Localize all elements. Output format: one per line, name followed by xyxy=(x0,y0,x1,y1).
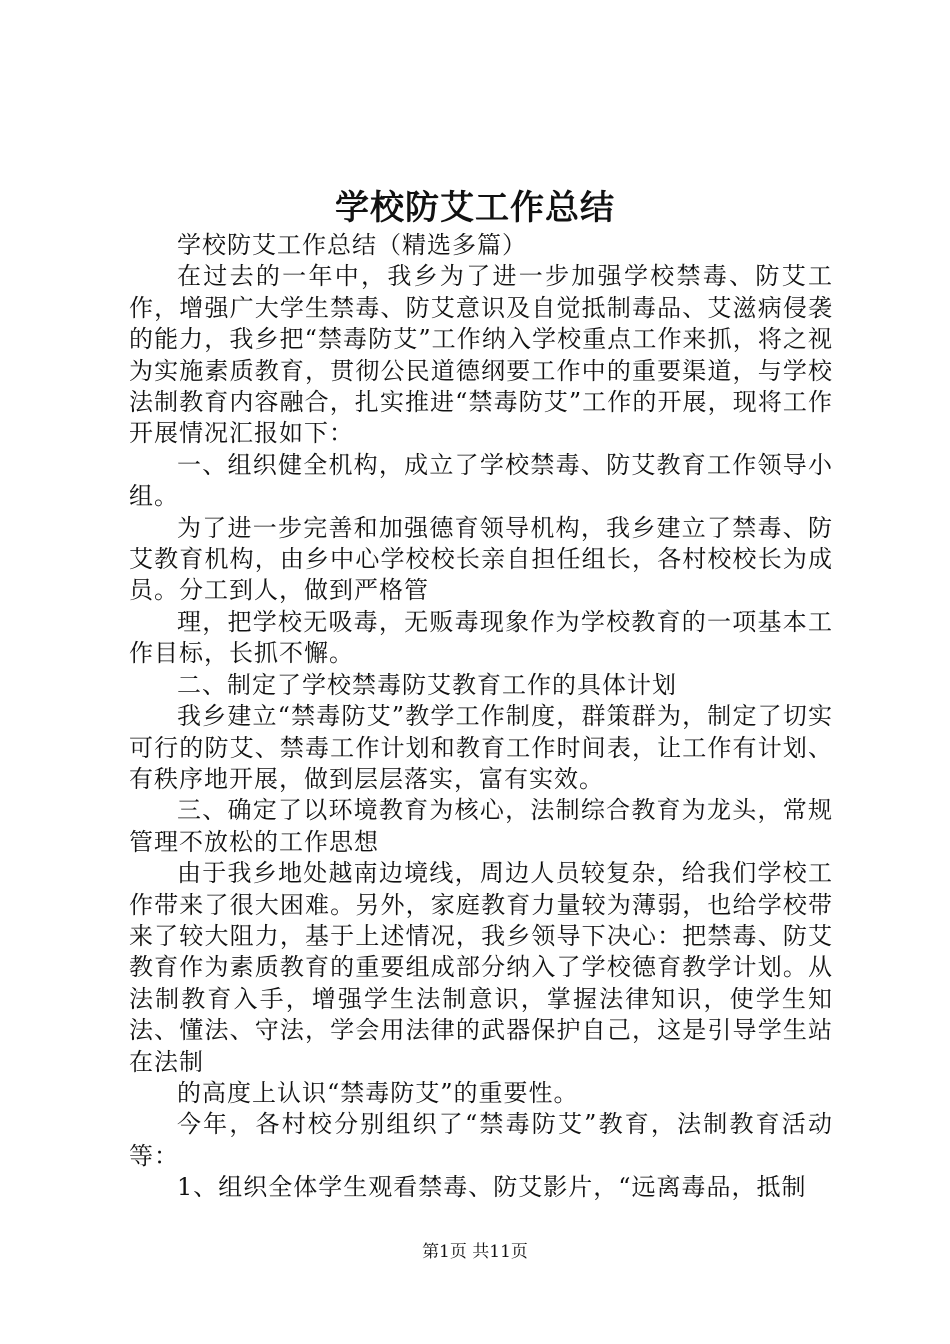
paragraph-section-2-heading: 二、制定了学校禁毒防艾教育工作的具体计划 xyxy=(177,670,677,699)
page-number-footer: 第1页 共11页 xyxy=(422,1242,528,1262)
paragraph-activity-1: 1、组织全体学生观看禁毒、防艾影片，“远离毒品，抵制 xyxy=(177,1173,807,1202)
paragraph-section-1-body: 为了进一步完善和加强德育领导机构，我乡建立了禁毒、防艾教育机构，由乡中心学校校长亲自担任组长，各村校校长为成员。分工到人，做到严格管 xyxy=(129,513,833,605)
paragraph-section-3-continued: 的高度上认识“禁毒防艾”的重要性。 xyxy=(177,1078,579,1107)
paragraph-section-3-heading: 三、确定了以环境教育为核心，法制综合教育为龙头，常规管理不放松的工作思想 xyxy=(129,796,833,856)
paragraph-activities-intro: 今年，各村校分别组织了“禁毒防艾”教育，法制教育活动等： xyxy=(129,1110,833,1170)
paragraph-section-3-body: 由于我乡地处越南边境线，周边人员较复杂，给我们学校工作带来了很大困难。另外，家庭教育力量较为薄弱，也给学校带来了较大阻力，基于上述情况，我乡领导下决心：把禁毒、防艾教育作为素质教育的重要组成部分纳入了学校德育教学计划。从法制教育入手，增强学生法制意识，掌握法律知识，使学生知法、懂法、守法，学会用法律的武器保护自己，这是引导学生站在法制 xyxy=(129,859,833,1076)
paragraph-section-2-body: 我乡建立“禁毒防艾”教学工作制度，群策群为，制定了切实可行的防艾、禁毒工作计划和教育工作时间表，让工作有计划、有秩序地开展，做到层层落实，富有实效。 xyxy=(129,702,833,793)
paragraph-section-1-heading: 一、组织健全机构，成立了学校禁毒、防艾教育工作领导小组。 xyxy=(129,450,833,511)
paragraph-subtitle: 学校防艾工作总结（精选多篇） xyxy=(177,231,527,259)
paragraph-intro: 在过去的一年中，我乡为了进一步加强学校禁毒、防艾工作，增强广大学生禁毒、防艾意识及自觉抵制毒品、艾滋病侵袭的能力，我乡把“禁毒防艾”工作纳入学校重点工作来抓，将之视为实施素质教育，贯彻公民道德纲要工作中的重要渠道，与学校法制教育内容融合，扎实推进“禁毒防艾”工作的开展，现将工作开展情况汇报如下： xyxy=(129,262,833,448)
document-title: 学校防艾工作总结 xyxy=(335,188,615,228)
document-body xyxy=(129,230,833,1204)
paragraph-section-1-continued: 理，把学校无吸毒，无贩毒现象作为学校教育的一项基本工作目标，长抓不懈。 xyxy=(129,607,833,668)
